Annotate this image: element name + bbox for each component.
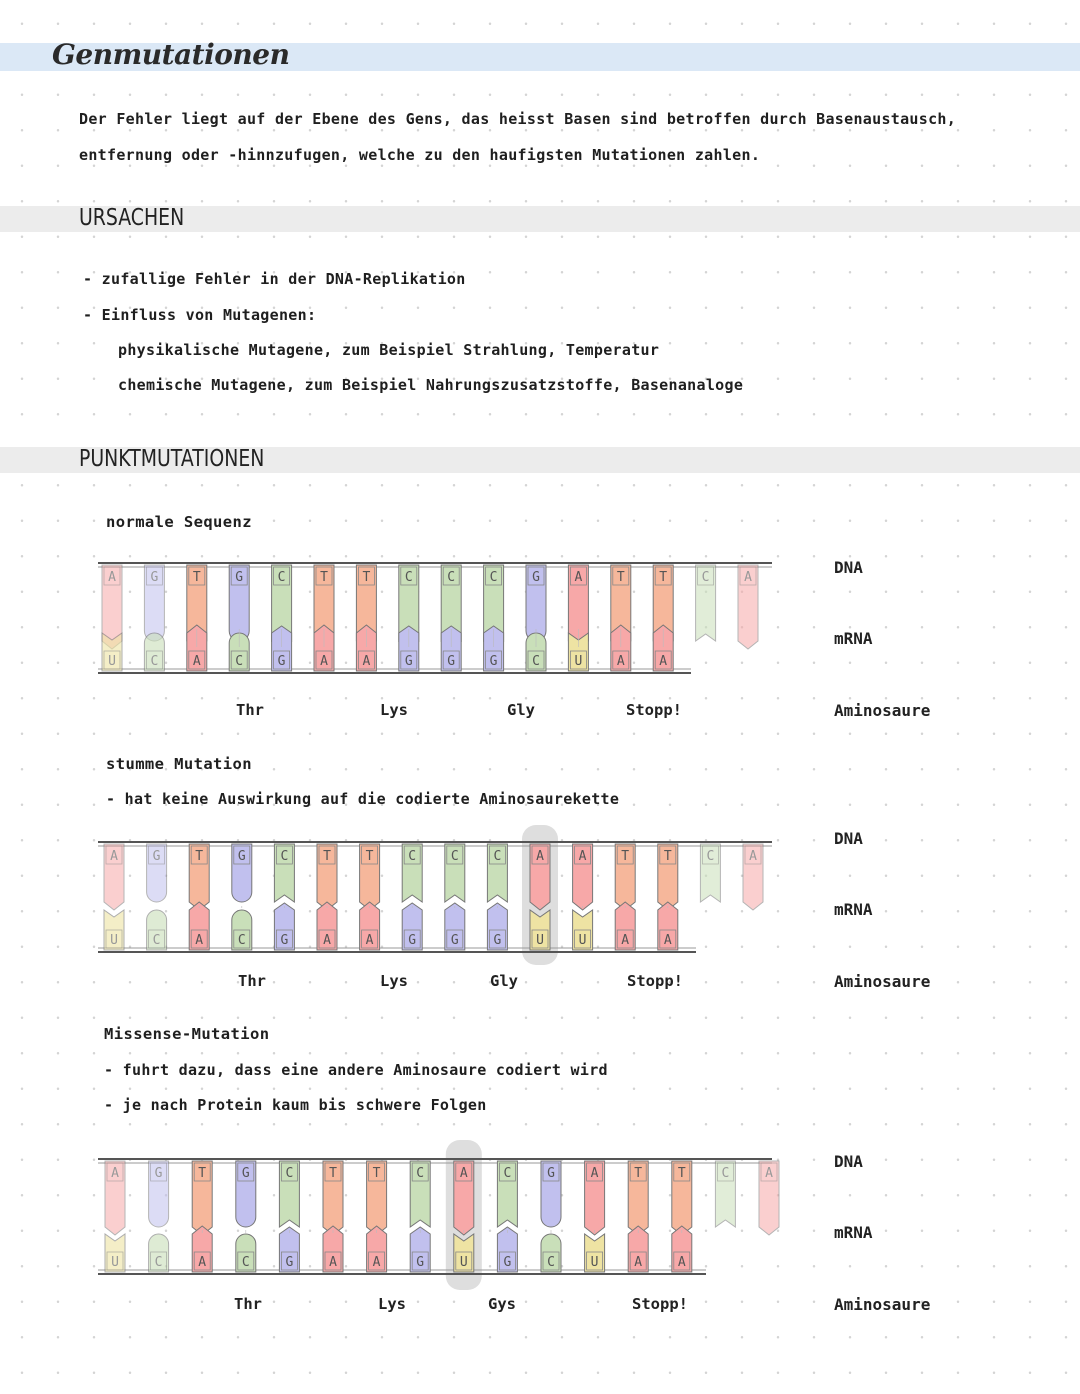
amino-acid-3: Gly xyxy=(507,701,535,719)
mrna-base-letter: A xyxy=(323,933,331,948)
amino-acid-2: Lys xyxy=(380,701,408,719)
mrna-base-letter: C xyxy=(237,933,246,948)
dna-base-letter: T xyxy=(663,849,672,864)
mrna-base-letter: C xyxy=(241,1255,250,1270)
page-title: Genmutationen xyxy=(52,38,290,71)
mrna-base-letter: C xyxy=(547,1255,555,1270)
dna-base-letter: C xyxy=(721,1166,730,1181)
dna-base-letter: T xyxy=(634,1166,643,1181)
mrna-base-letter: A xyxy=(320,654,328,669)
amino-acid-1: Thr xyxy=(236,701,264,719)
intro-line-1: Der Fehler liegt auf der Ebene des Gens, das heisst Basen sind betroffen durch Basenaustausch, xyxy=(79,110,957,128)
dna-diagram-missense xyxy=(96,1138,796,1293)
mrna-base-letter: G xyxy=(450,933,459,948)
dna-base-letter: T xyxy=(659,570,668,585)
mrna-base-letter: A xyxy=(659,654,668,669)
mrna-base-letter: U xyxy=(459,1255,468,1270)
amino-acid-3: Gys xyxy=(488,1295,516,1313)
label-aminosaure: Aminosaure xyxy=(834,1295,931,1314)
dna-base-letter: G xyxy=(154,1166,163,1181)
mrna-base-letter: U xyxy=(578,933,587,948)
cause-item-2: - Einfluss von Mutagenen: xyxy=(83,306,317,324)
mrna-base-letter: G xyxy=(416,1255,425,1270)
mrna-base-letter: A xyxy=(362,654,371,669)
mrna-base-letter: C xyxy=(154,1255,163,1270)
amino-acid-1: Thr xyxy=(238,972,266,990)
dna-base-letter: T xyxy=(616,570,625,585)
mrna-base-letter: G xyxy=(404,654,413,669)
dna-base-letter: C xyxy=(280,849,289,864)
dna-base-letter: C xyxy=(701,570,710,585)
mrna-base-letter: A xyxy=(198,1255,207,1270)
mrna-base-letter: G xyxy=(489,654,498,669)
dna-base-letter: G xyxy=(235,570,244,585)
mrna-base-letter: G xyxy=(503,1255,512,1270)
dna-base-letter: T xyxy=(320,570,328,585)
mrna-base-letter: G xyxy=(493,933,502,948)
dna-base-letter: T xyxy=(195,849,204,864)
mrna-base-letter: U xyxy=(110,933,118,948)
dna-base-letter: G xyxy=(150,570,159,585)
mrna-base-letter: C xyxy=(532,654,540,669)
silent-note-1: - hat keine Auswirkung auf die codierte Aminosaurekette xyxy=(106,790,620,808)
section-title-silent: stumme Mutation xyxy=(106,755,252,773)
dna-base-letter: A xyxy=(108,570,116,585)
mrna-base-letter: U xyxy=(590,1255,599,1270)
dna-base-letter: A xyxy=(111,1166,119,1181)
dna-diagram-silent xyxy=(96,825,796,965)
amino-acid-3: Gly xyxy=(490,972,518,990)
mrna-base-letter: G xyxy=(285,1255,294,1270)
missense-note-1: - fuhrt dazu, dass eine andere Aminosaure codiert wird xyxy=(104,1061,608,1079)
mrna-base-letter: G xyxy=(280,933,289,948)
mrna-base-letter: A xyxy=(677,1255,686,1270)
dna-base-letter: A xyxy=(578,849,587,864)
section-title-missense: Missense-Mutation xyxy=(104,1025,270,1043)
cause-item-physical: physikalische Mutagene, zum Beispiel Strahlung, Temperatur xyxy=(118,341,660,359)
missense-note-2: - je nach Protein kaum bis schwere Folgen xyxy=(104,1096,487,1114)
dna-base-letter: A xyxy=(459,1166,468,1181)
mrna-base-letter: A xyxy=(663,933,672,948)
mrna-base-letter: A xyxy=(195,933,204,948)
amino-acid-2: Lys xyxy=(380,972,408,990)
mrna-base-letter: G xyxy=(408,933,417,948)
dna-base-letter: C xyxy=(408,849,417,864)
label-mrna: mRNA xyxy=(834,1223,873,1242)
dna-base-letter: T xyxy=(323,849,331,864)
mrna-base-letter: A xyxy=(365,933,374,948)
dna-base-letter: G xyxy=(547,1166,555,1181)
dna-base-letter: T xyxy=(372,1166,381,1181)
cause-item-1: - zufallige Fehler in der DNA-Replikation xyxy=(83,270,466,288)
intro-line-2: entfernung oder -hinnzufugen, welche zu den haufigsten Mutationen zahlen. xyxy=(79,146,761,164)
mrna-base-letter: U xyxy=(536,933,544,948)
heading-ursachen: URSACHEN xyxy=(79,205,185,231)
mrna-base-letter: A xyxy=(634,1255,643,1270)
dna-base-letter: T xyxy=(329,1166,337,1181)
mrna-base-letter: U xyxy=(108,654,116,669)
dna-base-letter: C xyxy=(493,849,502,864)
dna-base-letter: C xyxy=(447,570,456,585)
mrna-base-letter: A xyxy=(616,654,625,669)
dna-base-letter: A xyxy=(110,849,118,864)
amino-acid-1: Thr xyxy=(234,1295,262,1313)
label-aminosaure: Aminosaure xyxy=(834,701,931,720)
dna-base-letter: C xyxy=(277,570,286,585)
dna-base-letter: C xyxy=(285,1166,294,1181)
dna-base-letter: C xyxy=(489,570,498,585)
mrna-base-letter: C xyxy=(235,654,244,669)
mrna-base-letter: U xyxy=(574,654,583,669)
dna-base-letter: C xyxy=(503,1166,512,1181)
dna-base-letter: T xyxy=(677,1166,686,1181)
mrna-base-letter: G xyxy=(277,654,286,669)
dna-base-letter: C xyxy=(416,1166,425,1181)
dna-base-letter: G xyxy=(241,1166,250,1181)
dna-base-letter: A xyxy=(765,1166,773,1181)
section-title-normal: normale Sequenz xyxy=(106,513,252,531)
dna-base-letter: T xyxy=(362,570,371,585)
dna-base-letter: A xyxy=(574,570,583,585)
cause-item-chemical: chemische Mutagene, zum Beispiel Nahrungszusatzstoffe, Basenanaloge xyxy=(118,376,744,394)
dna-base-letter: T xyxy=(365,849,374,864)
amino-acid-4: Stopp! xyxy=(632,1295,688,1313)
mrna-base-letter: A xyxy=(329,1255,337,1270)
mrna-base-letter: A xyxy=(372,1255,381,1270)
dna-base-letter: G xyxy=(152,849,161,864)
mrna-base-letter: G xyxy=(447,654,456,669)
amino-acid-4: Stopp! xyxy=(626,701,682,719)
dna-base-letter: G xyxy=(237,849,246,864)
dna-base-letter: A xyxy=(536,849,544,864)
dna-base-letter: C xyxy=(404,570,413,585)
mrna-base-letter: C xyxy=(150,654,159,669)
dna-diagram-normal xyxy=(96,555,796,685)
amino-acid-4: Stopp! xyxy=(627,972,683,990)
mrna-base-letter: A xyxy=(621,933,630,948)
label-dna: DNA xyxy=(834,829,863,848)
label-mrna: mRNA xyxy=(834,629,873,648)
dna-base-letter: T xyxy=(192,570,201,585)
dna-base-letter: G xyxy=(532,570,540,585)
amino-acid-2: Lys xyxy=(378,1295,406,1313)
dna-base-letter: C xyxy=(450,849,459,864)
mrna-base-letter: C xyxy=(152,933,161,948)
dna-base-letter: A xyxy=(744,570,752,585)
heading-punktmutationen: PUNKTMUTATIONEN xyxy=(79,446,265,472)
dna-base-letter: C xyxy=(706,849,715,864)
label-dna: DNA xyxy=(834,558,863,577)
mrna-base-letter: A xyxy=(192,654,201,669)
label-dna: DNA xyxy=(834,1152,863,1171)
label-mrna: mRNA xyxy=(834,900,873,919)
dna-base-letter: A xyxy=(590,1166,599,1181)
dna-base-letter: T xyxy=(198,1166,207,1181)
dna-base-letter: A xyxy=(749,849,757,864)
label-aminosaure: Aminosaure xyxy=(834,972,931,991)
dna-base-letter: T xyxy=(621,849,630,864)
mrna-base-letter: U xyxy=(111,1255,119,1270)
